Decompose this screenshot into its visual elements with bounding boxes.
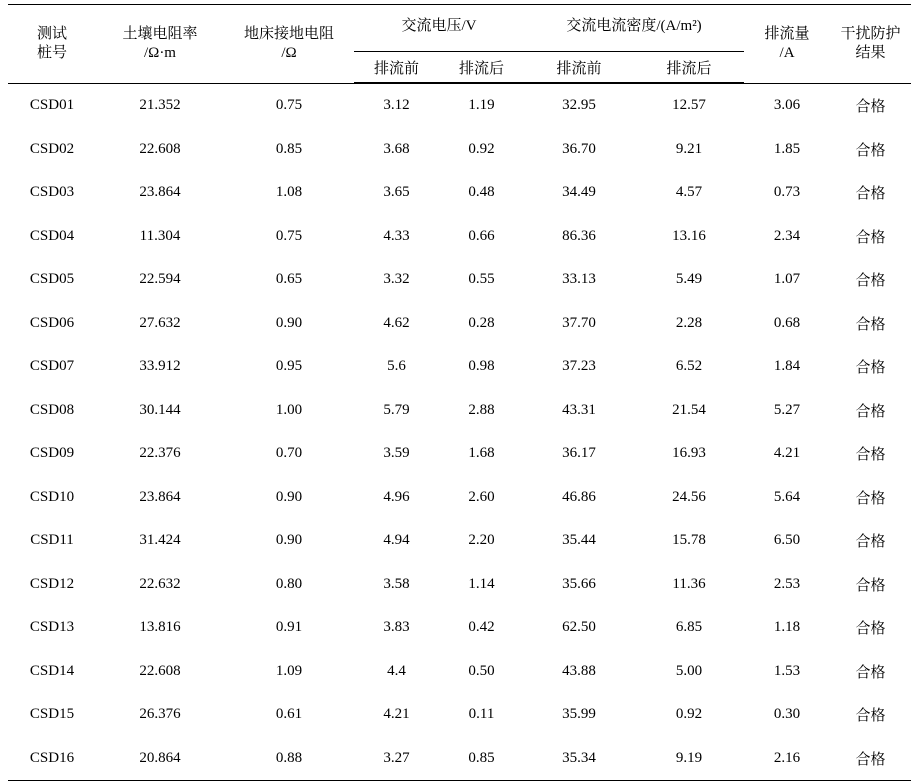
cell-resistivity: 22.608 xyxy=(139,662,181,679)
cell-drain-current: 3.06 xyxy=(773,97,801,114)
cell-voltage-before: 3.12 xyxy=(383,97,410,114)
table-row xyxy=(8,302,911,346)
cell-density-after: 0.92 xyxy=(675,706,703,723)
cell-density-before: 34.49 xyxy=(562,184,596,201)
cell-density-before: 46.86 xyxy=(562,488,596,505)
cell-density-before: 43.88 xyxy=(562,662,596,679)
cell-density-after: 21.54 xyxy=(672,401,706,418)
cell-voltage-after: 0.50 xyxy=(468,662,495,679)
cell-density-before: 62.50 xyxy=(562,619,596,636)
cell-drain-current: 4.21 xyxy=(773,445,801,462)
header-drain-current: 排流量 /A xyxy=(744,5,830,83)
cell-drain-current: 2.53 xyxy=(773,575,801,592)
cell-voltage-before: 4.62 xyxy=(383,314,410,331)
cell-voltage-after: 0.55 xyxy=(468,271,495,288)
cell-voltage-before: 3.59 xyxy=(383,445,410,462)
cell-drain-current: 6.50 xyxy=(773,532,801,549)
table-row xyxy=(8,476,911,520)
table-row xyxy=(8,171,911,215)
cell-resistivity: 23.864 xyxy=(139,488,181,505)
cell-density-after: 6.85 xyxy=(675,619,703,636)
cell-voltage-after: 1.19 xyxy=(468,97,495,114)
cell-ground-resistance: 0.95 xyxy=(275,358,303,375)
cell-result: 合格 xyxy=(855,403,886,420)
cell-density-after: 4.57 xyxy=(675,184,703,201)
cell-pile: CSD08 xyxy=(29,401,75,418)
header-density-before: 排流前 xyxy=(524,52,634,83)
cell-density-before: 37.70 xyxy=(562,314,596,331)
cell-resistivity: 20.864 xyxy=(96,737,224,781)
cell-result: 合格 xyxy=(855,577,886,594)
cell-ground-resistance: 0.90 xyxy=(275,314,303,331)
cell-result: 合格 xyxy=(855,708,886,725)
cell-ground-resistance: 0.85 xyxy=(275,140,303,157)
cell-drain-current: 0.30 xyxy=(773,706,801,723)
cell-resistivity: 31.424 xyxy=(139,532,181,549)
cell-voltage-before: 3.32 xyxy=(383,271,410,288)
cell-voltage-before: 4.21 xyxy=(383,706,410,723)
table-row xyxy=(8,432,911,476)
cell-resistivity: 27.632 xyxy=(139,314,181,331)
cell-density-after: 6.52 xyxy=(675,358,703,375)
table-row xyxy=(8,563,911,607)
table-row xyxy=(8,128,911,172)
cell-result: 合格 xyxy=(855,142,886,159)
cell-result: 合格 xyxy=(830,737,911,781)
cell-voltage-after: 2.60 xyxy=(468,488,495,505)
cell-pile: CSD16 xyxy=(8,737,96,781)
cell-voltage-before: 4.4 xyxy=(387,662,406,679)
cell-voltage-after: 1.14 xyxy=(468,575,495,592)
cell-pile: CSD06 xyxy=(29,314,75,331)
cell-pile: CSD01 xyxy=(29,97,75,114)
table-row xyxy=(8,693,911,737)
cell-voltage-before: 3.68 xyxy=(383,140,410,157)
cell-resistivity: 22.608 xyxy=(139,140,181,157)
cell-ground-resistance: 0.90 xyxy=(275,532,303,549)
cell-drain-current: 5.64 xyxy=(773,488,801,505)
cell-voltage-after: 0.28 xyxy=(468,314,495,331)
cell-density-after: 12.57 xyxy=(672,97,706,114)
cell-drain-current: 0.73 xyxy=(773,184,801,201)
cell-pile: CSD12 xyxy=(29,575,75,592)
cell-voltage-after: 0.42 xyxy=(468,619,495,636)
cell-voltage-after: 0.92 xyxy=(468,140,495,157)
cell-ground-resistance: 0.75 xyxy=(275,97,303,114)
cell-voltage-before: 4.94 xyxy=(383,532,410,549)
cell-voltage-before: 4.33 xyxy=(383,227,410,244)
header-bed-ground-resistance: 地床接地电阻 /Ω xyxy=(224,5,354,83)
table-row xyxy=(8,345,911,389)
cell-result: 合格 xyxy=(855,273,886,290)
cell-result: 合格 xyxy=(855,186,886,203)
table-header xyxy=(8,5,911,84)
cell-density-before: 43.31 xyxy=(562,401,596,418)
cell-pile: CSD10 xyxy=(29,488,75,505)
cell-drain-current: 2.34 xyxy=(773,227,801,244)
cell-density-after: 16.93 xyxy=(672,445,706,462)
cell-drain-current: 0.68 xyxy=(773,314,801,331)
cell-resistivity: 22.632 xyxy=(139,575,181,592)
cell-ground-resistance: 0.80 xyxy=(275,575,303,592)
cell-density-after: 13.16 xyxy=(672,227,706,244)
cell-resistivity: 11.304 xyxy=(139,227,181,244)
cell-density-before: 37.23 xyxy=(562,358,596,375)
cell-ground-resistance: 0.61 xyxy=(275,706,303,723)
cell-result: 合格 xyxy=(855,664,886,681)
cell-pile: CSD04 xyxy=(29,227,75,244)
cell-density-before: 33.13 xyxy=(562,271,596,288)
table-row xyxy=(8,519,911,563)
cell-result: 合格 xyxy=(855,490,886,507)
cell-voltage-before: 3.27 xyxy=(354,737,439,781)
cell-pile: CSD14 xyxy=(29,662,75,679)
cell-resistivity: 22.594 xyxy=(139,271,181,288)
cell-voltage-after: 0.11 xyxy=(468,706,495,723)
cell-ground-resistance: 0.70 xyxy=(275,445,303,462)
cell-pile: CSD09 xyxy=(29,445,75,462)
cell-pile: CSD13 xyxy=(29,619,75,636)
cell-density-after: 9.21 xyxy=(675,140,703,157)
cell-result: 合格 xyxy=(855,316,886,333)
cell-pile: CSD03 xyxy=(29,184,75,201)
cell-result: 合格 xyxy=(855,534,886,551)
cell-pile: CSD07 xyxy=(29,358,75,375)
cell-voltage-after: 0.48 xyxy=(468,184,495,201)
cell-density-after: 5.00 xyxy=(675,662,703,679)
cell-density-after: 5.49 xyxy=(675,271,703,288)
measurement-table xyxy=(8,4,911,781)
cell-voltage-after: 2.88 xyxy=(468,401,495,418)
cell-resistivity: 23.864 xyxy=(139,184,181,201)
cell-voltage-before: 5.79 xyxy=(383,401,410,418)
cell-density-before: 36.70 xyxy=(562,140,596,157)
table-row xyxy=(8,258,911,302)
header-voltage-after: 排流后 xyxy=(439,52,524,83)
cell-density-after: 2.28 xyxy=(675,314,703,331)
cell-resistivity: 33.912 xyxy=(139,358,181,375)
cell-voltage-before: 3.65 xyxy=(383,184,410,201)
cell-voltage-before: 3.83 xyxy=(383,619,410,636)
cell-density-before: 86.36 xyxy=(562,227,596,244)
cell-density-after: 15.78 xyxy=(672,532,706,549)
cell-density-after: 9.19 xyxy=(634,737,744,781)
cell-ground-resistance: 0.75 xyxy=(275,227,303,244)
cell-voltage-before: 3.58 xyxy=(383,575,410,592)
cell-density-before: 36.17 xyxy=(562,445,596,462)
table-row xyxy=(8,389,911,433)
cell-drain-current: 1.85 xyxy=(773,140,801,157)
table-row xyxy=(8,650,911,694)
cell-ground-resistance: 1.08 xyxy=(275,184,303,201)
cell-ground-resistance: 1.00 xyxy=(275,401,303,418)
cell-resistivity: 21.352 xyxy=(139,97,181,114)
cell-resistivity: 13.816 xyxy=(139,619,181,636)
cell-density-before: 32.95 xyxy=(562,97,596,114)
table-row xyxy=(8,606,911,650)
cell-ground-resistance: 1.09 xyxy=(275,662,303,679)
cell-voltage-after: 1.68 xyxy=(468,445,495,462)
cell-density-before: 35.44 xyxy=(562,532,596,549)
cell-ground-resistance: 0.88 xyxy=(224,737,354,781)
cell-drain-current: 1.18 xyxy=(773,619,801,636)
table-row xyxy=(8,737,911,781)
cell-drain-current: 1.53 xyxy=(773,662,801,679)
header-soil-resistivity: 土壤电阻率 /Ω·m xyxy=(96,5,224,83)
cell-drain-current: 1.07 xyxy=(773,271,801,288)
header-ac-voltage-group: 交流电压/V xyxy=(354,5,524,52)
table-row xyxy=(8,84,911,128)
cell-density-before: 35.99 xyxy=(562,706,596,723)
cell-voltage-before: 4.96 xyxy=(383,488,410,505)
table-row xyxy=(8,215,911,259)
cell-drain-current: 5.27 xyxy=(773,401,801,418)
cell-pile: CSD15 xyxy=(29,706,75,723)
cell-resistivity: 22.376 xyxy=(139,445,181,462)
cell-drain-current: 2.16 xyxy=(744,737,830,781)
cell-density-before: 35.66 xyxy=(562,575,596,592)
header-density-after: 排流后 xyxy=(634,52,744,83)
cell-ground-resistance: 0.91 xyxy=(275,619,303,636)
header-ac-current-density-group: 交流电流密度/(A/m²) xyxy=(524,5,744,52)
cell-density-before: 35.34 xyxy=(524,737,634,781)
cell-result: 合格 xyxy=(855,360,886,377)
header-voltage-before: 排流前 xyxy=(354,52,439,83)
cell-voltage-after: 2.20 xyxy=(468,532,495,549)
cell-density-after: 24.56 xyxy=(672,488,706,505)
cell-voltage-after: 0.85 xyxy=(439,737,524,781)
cell-result: 合格 xyxy=(855,229,886,246)
cell-voltage-after: 0.66 xyxy=(468,227,495,244)
header-pile-number: 测试 桩号 xyxy=(8,5,96,83)
cell-drain-current: 1.84 xyxy=(773,358,801,375)
cell-result: 合格 xyxy=(855,621,886,638)
header-protection-result: 干扰防护 结果 xyxy=(830,5,911,83)
cell-ground-resistance: 0.65 xyxy=(275,271,303,288)
cell-voltage-after: 0.98 xyxy=(468,358,495,375)
cell-voltage-before: 5.6 xyxy=(387,358,406,375)
cell-pile: CSD02 xyxy=(29,140,75,157)
cell-ground-resistance: 0.90 xyxy=(275,488,303,505)
cell-resistivity: 26.376 xyxy=(139,706,181,723)
cell-pile: CSD11 xyxy=(30,532,74,549)
cell-result: 合格 xyxy=(855,99,886,116)
cell-pile: CSD05 xyxy=(29,271,75,288)
cell-result: 合格 xyxy=(855,447,886,464)
cell-density-after: 11.36 xyxy=(672,575,706,592)
cell-resistivity: 30.144 xyxy=(139,401,181,418)
table-body xyxy=(8,84,911,781)
